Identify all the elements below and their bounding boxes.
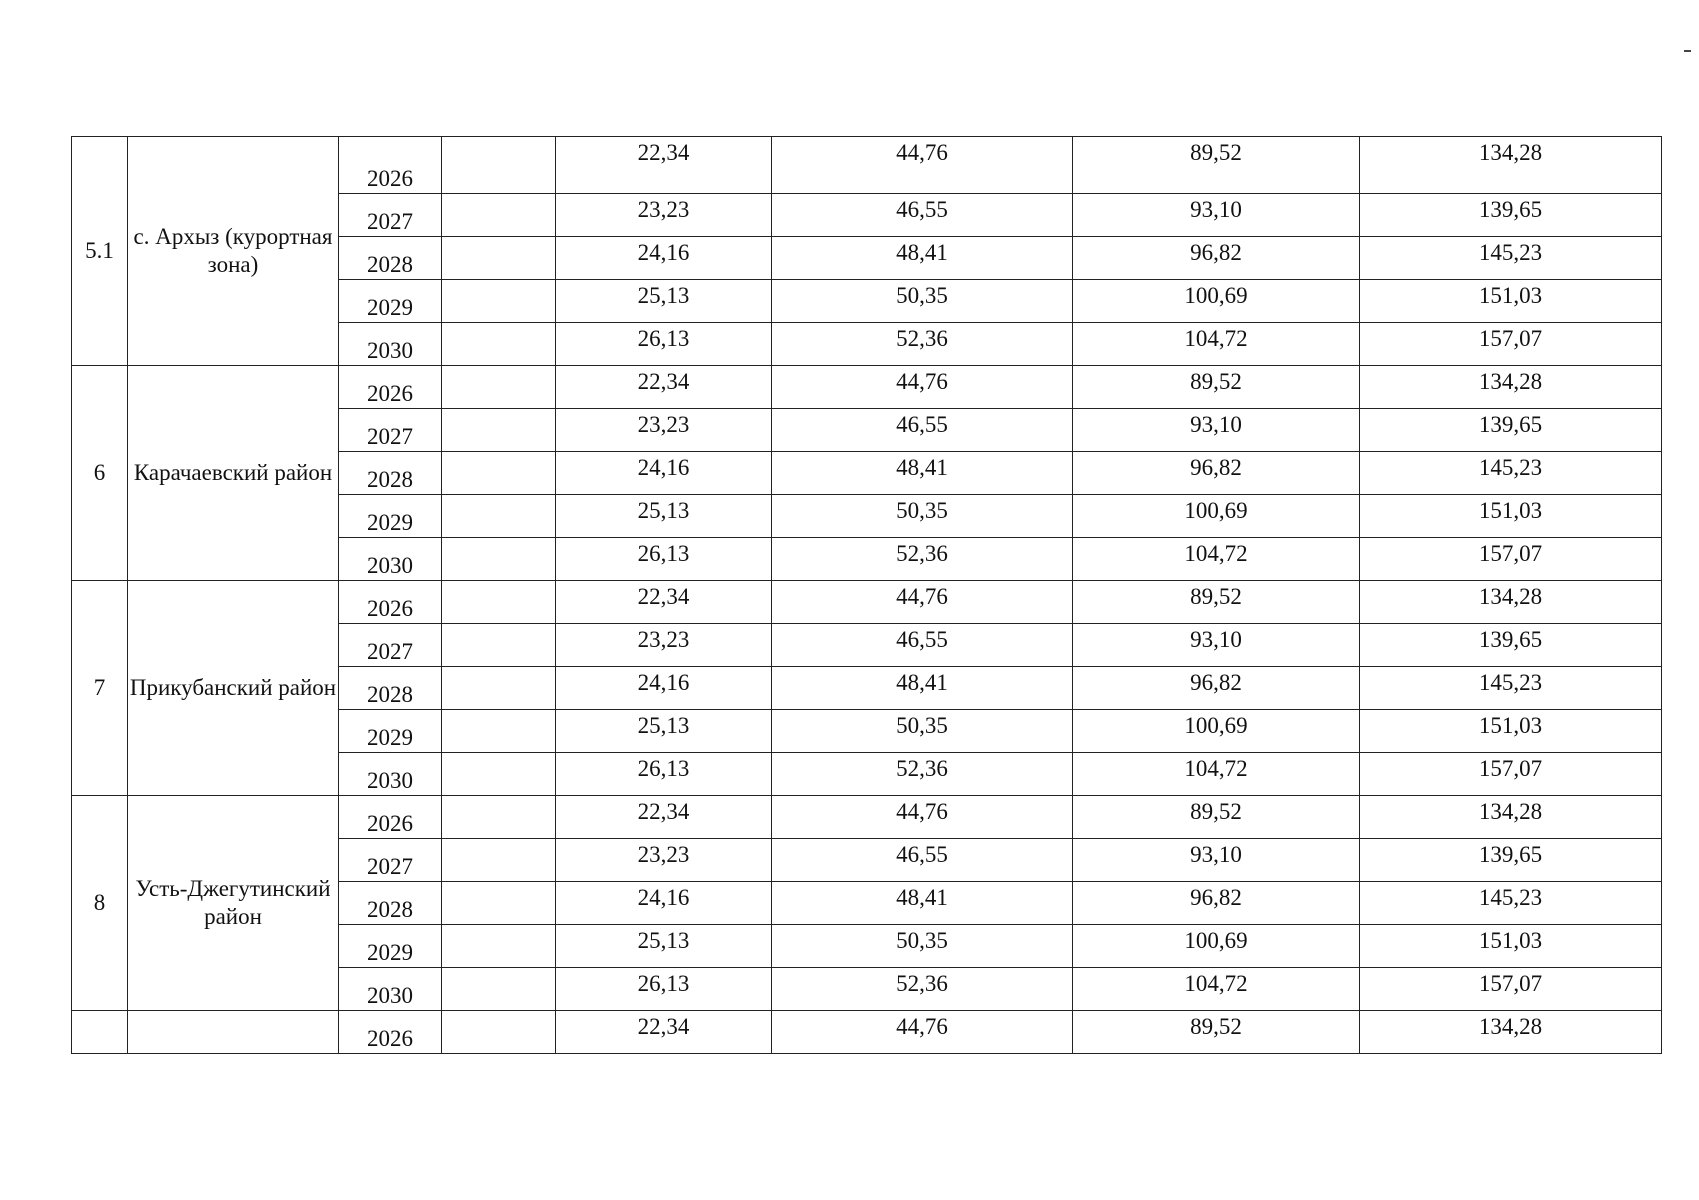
value-cell: 89,52 [1073, 1011, 1360, 1054]
value-cell: 46,55 [772, 194, 1073, 237]
value-cell: 44,76 [772, 1011, 1073, 1054]
value-cell: 48,41 [772, 667, 1073, 710]
year-cell: 2026 [339, 1011, 442, 1054]
table-row [72, 796, 1662, 839]
value-cell: 44,76 [772, 137, 1073, 194]
value-cell: 96,82 [1073, 452, 1360, 495]
value-cell-empty [442, 538, 556, 581]
year-cell: 2028 [339, 452, 442, 495]
value-cell-empty [442, 409, 556, 452]
value-cell: 145,23 [1360, 237, 1662, 280]
value-cell-empty [442, 194, 556, 237]
value-cell: 26,13 [556, 323, 772, 366]
value-cell: 157,07 [1360, 538, 1662, 581]
value-cell-empty [442, 581, 556, 624]
value-cell: 93,10 [1073, 409, 1360, 452]
value-cell-empty [442, 968, 556, 1011]
value-cell: 134,28 [1360, 1011, 1662, 1054]
value-cell: 89,52 [1073, 581, 1360, 624]
table-row [72, 137, 1662, 194]
value-cell: 44,76 [772, 796, 1073, 839]
row-number [72, 1011, 128, 1054]
value-cell-empty [442, 495, 556, 538]
value-cell: 134,28 [1360, 796, 1662, 839]
value-cell: 26,13 [556, 538, 772, 581]
value-cell: 145,23 [1360, 452, 1662, 495]
value-cell: 104,72 [1073, 968, 1360, 1011]
tariff-table [71, 136, 1662, 1054]
table-row [72, 366, 1662, 409]
value-cell: 48,41 [772, 237, 1073, 280]
value-cell: 52,36 [772, 323, 1073, 366]
value-cell: 25,13 [556, 495, 772, 538]
value-cell: 25,13 [556, 710, 772, 753]
value-cell: 93,10 [1073, 194, 1360, 237]
value-cell: 100,69 [1073, 280, 1360, 323]
value-cell: 100,69 [1073, 925, 1360, 968]
value-cell-empty [442, 1011, 556, 1054]
value-cell: 24,16 [556, 237, 772, 280]
value-cell: 134,28 [1360, 137, 1662, 194]
value-cell: 104,72 [1073, 753, 1360, 796]
table-body [72, 137, 1662, 1054]
value-cell: 24,16 [556, 667, 772, 710]
territory-name: Прикубанский район [128, 581, 339, 796]
value-cell: 134,28 [1360, 366, 1662, 409]
value-cell: 25,13 [556, 925, 772, 968]
value-cell: 96,82 [1073, 237, 1360, 280]
value-cell: 151,03 [1360, 925, 1662, 968]
value-cell: 50,35 [772, 280, 1073, 323]
value-cell-empty [442, 753, 556, 796]
year-cell: 2027 [339, 624, 442, 667]
value-cell: 93,10 [1073, 839, 1360, 882]
year-cell: 2027 [339, 409, 442, 452]
value-cell: 93,10 [1073, 624, 1360, 667]
value-cell: 89,52 [1073, 137, 1360, 194]
value-cell: 22,34 [556, 137, 772, 194]
value-cell: 89,52 [1073, 796, 1360, 839]
value-cell: 46,55 [772, 839, 1073, 882]
value-cell: 145,23 [1360, 667, 1662, 710]
value-cell: 22,34 [556, 581, 772, 624]
year-cell: 2027 [339, 194, 442, 237]
value-cell-empty [442, 137, 556, 194]
table-row [72, 581, 1662, 624]
year-cell: 2030 [339, 538, 442, 581]
value-cell: 25,13 [556, 280, 772, 323]
value-cell: 23,23 [556, 194, 772, 237]
row-number: 7 [72, 581, 128, 796]
value-cell-empty [442, 925, 556, 968]
value-cell: 52,36 [772, 538, 1073, 581]
value-cell: 24,16 [556, 882, 772, 925]
year-cell: 2030 [339, 968, 442, 1011]
value-cell: 52,36 [772, 968, 1073, 1011]
value-cell: 50,35 [772, 495, 1073, 538]
value-cell: 139,65 [1360, 409, 1662, 452]
value-cell-empty [442, 237, 556, 280]
value-cell: 46,55 [772, 624, 1073, 667]
year-cell: 2028 [339, 882, 442, 925]
value-cell-empty [442, 280, 556, 323]
value-cell: 157,07 [1360, 323, 1662, 366]
value-cell: 22,34 [556, 796, 772, 839]
value-cell: 52,36 [772, 753, 1073, 796]
value-cell: 104,72 [1073, 538, 1360, 581]
year-cell: 2027 [339, 839, 442, 882]
year-cell: 2029 [339, 280, 442, 323]
value-cell-empty [442, 624, 556, 667]
value-cell: 26,13 [556, 968, 772, 1011]
value-cell-empty [442, 452, 556, 495]
value-cell: 100,69 [1073, 495, 1360, 538]
value-cell: 96,82 [1073, 882, 1360, 925]
year-cell: 2026 [339, 796, 442, 839]
value-cell: 24,16 [556, 452, 772, 495]
value-cell: 50,35 [772, 710, 1073, 753]
value-cell: 46,55 [772, 409, 1073, 452]
value-cell: 157,07 [1360, 968, 1662, 1011]
value-cell-empty [442, 839, 556, 882]
value-cell: 22,34 [556, 366, 772, 409]
territory-name: Усть-Джегутинский район [128, 796, 339, 1011]
value-cell: 139,65 [1360, 194, 1662, 237]
year-cell: 2029 [339, 925, 442, 968]
value-cell: 44,76 [772, 581, 1073, 624]
year-cell: 2026 [339, 581, 442, 624]
year-cell: 2030 [339, 323, 442, 366]
year-cell: 2029 [339, 710, 442, 753]
value-cell: 96,82 [1073, 667, 1360, 710]
year-cell: 2028 [339, 667, 442, 710]
territory-name: Карачаевский район [128, 366, 339, 581]
value-cell: 26,13 [556, 753, 772, 796]
value-cell: 104,72 [1073, 323, 1360, 366]
territory-name [128, 1011, 339, 1054]
value-cell-empty [442, 710, 556, 753]
value-cell: 48,41 [772, 452, 1073, 495]
value-cell: 139,65 [1360, 839, 1662, 882]
scan-mark [1684, 50, 1691, 52]
value-cell: 151,03 [1360, 710, 1662, 753]
value-cell: 100,69 [1073, 710, 1360, 753]
year-cell: 2026 [339, 366, 442, 409]
value-cell: 89,52 [1073, 366, 1360, 409]
year-cell: 2030 [339, 753, 442, 796]
value-cell: 157,07 [1360, 753, 1662, 796]
territory-name: с. Архыз (курортная зона) [128, 137, 339, 366]
value-cell: 151,03 [1360, 280, 1662, 323]
year-cell: 2029 [339, 495, 442, 538]
value-cell: 139,65 [1360, 624, 1662, 667]
value-cell: 23,23 [556, 409, 772, 452]
value-cell: 134,28 [1360, 581, 1662, 624]
value-cell-empty [442, 366, 556, 409]
value-cell: 23,23 [556, 839, 772, 882]
row-number: 8 [72, 796, 128, 1011]
value-cell: 145,23 [1360, 882, 1662, 925]
value-cell-empty [442, 667, 556, 710]
value-cell-empty [442, 882, 556, 925]
value-cell: 50,35 [772, 925, 1073, 968]
value-cell: 48,41 [772, 882, 1073, 925]
value-cell: 44,76 [772, 366, 1073, 409]
value-cell-empty [442, 796, 556, 839]
row-number: 6 [72, 366, 128, 581]
value-cell: 23,23 [556, 624, 772, 667]
value-cell-empty [442, 323, 556, 366]
row-number: 5.1 [72, 137, 128, 366]
year-cell: 2026 [339, 137, 442, 194]
value-cell: 22,34 [556, 1011, 772, 1054]
value-cell: 151,03 [1360, 495, 1662, 538]
year-cell: 2028 [339, 237, 442, 280]
table-row [72, 1011, 1662, 1054]
